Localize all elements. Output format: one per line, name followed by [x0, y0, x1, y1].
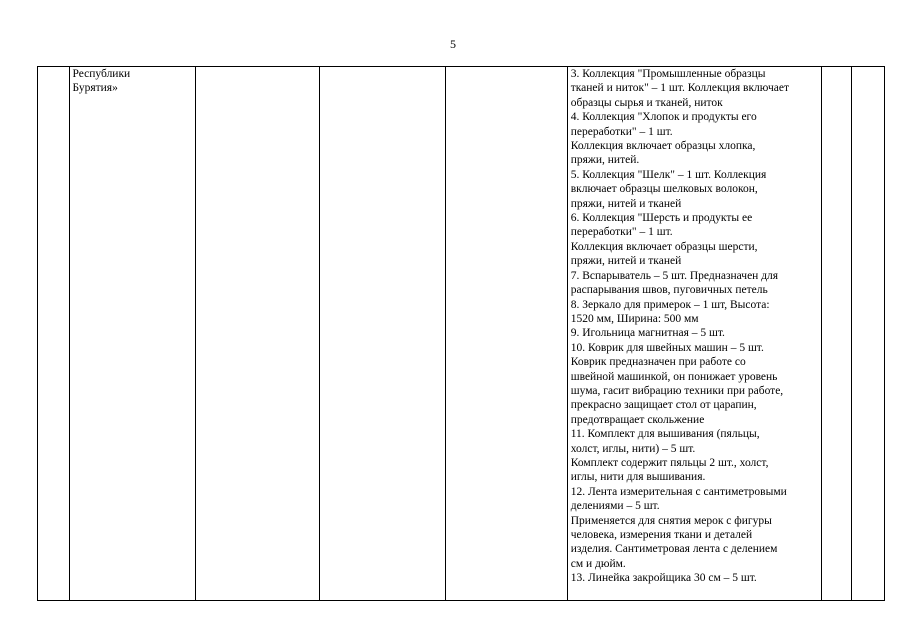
- description-line: 5. Коллекция "Шелк" – 1 шт. Коллекция: [570, 168, 767, 181]
- description-line: образцы сырья и тканей, ниток: [570, 96, 723, 109]
- page-number: 5: [450, 37, 456, 51]
- description-line: Комплект содержит пяльцы 2 шт., холст,: [570, 456, 769, 469]
- cell-name: [69, 67, 195, 601]
- description-line: 13. Линейка закройщика 30 см – 5 шт.: [570, 572, 757, 585]
- description-line: 8. Зеркало для примерок – 1 шт, Высота:: [570, 298, 770, 311]
- description-line: Применяется для снятия мерок с фигуры: [570, 514, 772, 527]
- description-line: прекрасно защищает стол от царапин,: [570, 399, 757, 412]
- description-line: 4. Коллекция "Хлопок и продукты его: [570, 111, 757, 124]
- description-line: пряжи, нитей и тканей: [570, 255, 682, 268]
- description-line: переработки" – 1 шт.: [570, 226, 673, 239]
- name-line: Республики: [72, 68, 131, 80]
- table-row: [38, 67, 885, 601]
- description-line: Коллекция включает образцы хлопка,: [570, 140, 756, 153]
- description-line: предотвращает скольжение: [570, 413, 705, 426]
- description-line: 6. Коллекция "Шерсть и продукты ее: [570, 212, 753, 225]
- description-line: пряжи, нитей.: [570, 154, 640, 167]
- description-line: изделия. Сантиметровая лента с делением: [570, 543, 778, 556]
- description-line: 1520 мм, Ширина: 500 мм: [570, 312, 699, 325]
- description-line: швейной машинкой, он понижает уровень: [570, 370, 778, 383]
- description-line: см и дюйм.: [570, 557, 626, 570]
- description-line: 7. Вспарыватель – 5 шт. Предназначен для: [570, 269, 779, 282]
- description-line: холст, иглы, нити) – 5 шт.: [570, 442, 696, 455]
- cell-empty-3: [195, 67, 319, 601]
- description-line: человека, измерения ткани и деталей: [570, 529, 753, 541]
- name-line: Бурятия»: [72, 82, 118, 95]
- cell-empty-7: [821, 67, 852, 601]
- cell-empty-5: [445, 67, 567, 601]
- description-line: Коврик предназначен при работе со: [570, 356, 746, 369]
- description-line: распарывания швов, пуговичных петель: [570, 284, 768, 297]
- equipment-table: [37, 66, 885, 601]
- description-line: включает образцы шелковых волокон,: [570, 183, 758, 196]
- description-line: тканей и ниток" – 1 шт. Коллекция включает: [570, 82, 789, 95]
- description-line: переработки" – 1 шт.: [570, 125, 673, 138]
- description-line: иглы, нити для вышивания.: [570, 471, 706, 484]
- cell-empty-8: [852, 67, 885, 601]
- description-line: 9. Игольница магнитная – 5 шт.: [570, 327, 725, 340]
- description-line: 11. Комплект для вышивания (пяльцы,: [570, 428, 760, 441]
- description-line: Коллекция включает образцы шерсти,: [570, 240, 758, 253]
- description-line: пряжи, нитей и тканей: [570, 197, 682, 210]
- description-line: 3. Коллекция "Промышленные образцы: [570, 68, 766, 80]
- cell-description: [567, 67, 821, 601]
- cell-empty-4: [319, 67, 445, 601]
- description-line: 10. Коврик для швейных машин – 5 шт.: [570, 341, 764, 354]
- cell-index: [38, 67, 70, 601]
- description-line: шума, гасит вибрацию техники при работе,: [570, 384, 784, 397]
- description-line: 12. Лента измерительная с сантиметровыми: [570, 485, 787, 498]
- description-line: делениями – 5 шт.: [570, 500, 660, 513]
